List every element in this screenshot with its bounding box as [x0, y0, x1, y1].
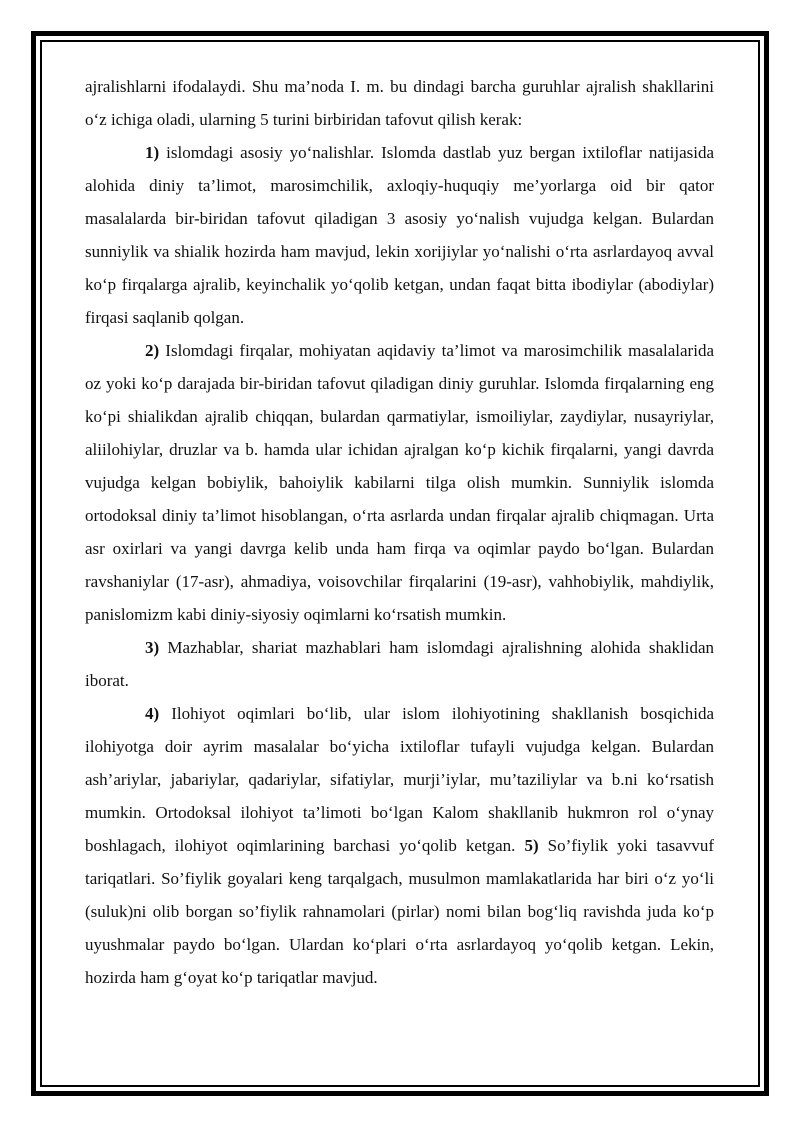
paragraph-3	[85, 631, 714, 697]
document-body	[85, 70, 714, 994]
paragraph-text: Ilohiyot oqimlari bo‘lib, ular islom ilohiyotining shakllanish bosqichida ilohiyotga doir ayrim masalalar bo‘yicha ixtiloflar tufayli vujudga kelgan. Bulardan ash’ariylar, jabariylar, qadariylar, sifatiylar, murji’iylar, mu’taziliylar va b.ni ko‘rsatish mumkin. Ortodoksal ilohiyot ta’limoti bo‘lgan Kalom shakllanib hukmron rol o‘ynay boshlagach, ilohiyot oqimlarining barchasi yo‘qolib ketgan.	[85, 704, 714, 855]
paragraph-intro	[85, 70, 714, 136]
paragraph-number: 3)	[145, 638, 160, 657]
paragraph-1	[85, 136, 714, 334]
paragraph-4	[85, 697, 714, 994]
paragraph-text: Mazhablar, shariat mazhablari ham islomdagi ajralishning alohida shaklidan iborat.	[85, 638, 714, 690]
paragraph-number: 1)	[145, 143, 160, 162]
paragraph-number: 5)	[524, 836, 539, 855]
paragraph-text: Islomdagi firqalar, mohiyatan aqidaviy ta’limot va marosimchilik masalalarida oz yoki ko‘p darajada bir-biridan tafovut qiladigan diniy guruhlar. Islomda firqalarning eng ko‘pi shialikdan ajralib chiqqan, bulardan qarmatiylar, ismoiliylar, zaydiylar, nusayriylar, aliilohiylar, druzlar va b. hamda ular ichidan ajralgan ko‘p kichik firqalarni, yangi davrda vujudga kelgan bobiylik, bahoiylik kabilarni tilga olish mumkin. Sunniylik islomda ortodoksal diniy ta’limot hisoblangan, o‘rta asrlarda undan firqalar ajralib chiqmagan. Urta asr oxirlari va yangi davrga kelib unda ham firqa va oqimlar paydo bo‘lgan. Bulardan ravshaniylar (17-asr), ahmadiya, voisovchilar firqalarini (19-asr), vahhobiylik, mahdiylik, panislomizm kabi diniy-siyosiy oqimlarni ko‘rsatish mumkin.	[85, 341, 714, 624]
paragraph-number: 2)	[145, 341, 160, 360]
paragraph-text: So’fiylik yoki tasavvuf tariqatlari. So’fiylik goyalari keng tarqalgach, musulmon mamlakatlarida har biri o‘z yo‘li (suluk)ni olib borgan so’fiylik rahnamolari (pirlar) nomi bilan bog‘liq ravishda juda ko‘p uyushmalar paydo bo‘lgan. Ulardan ko‘plari o‘rta asrlardayoq yo‘qolib ketgan. Lekin, hozirda ham g‘oyat ko‘p tariqatlar mavjud.	[85, 836, 715, 987]
paragraph-text: ajralishlarni ifodalaydi. Shu ma’noda I. m. bu dindagi barcha guruhlar ajralish shakllarini o‘z ichiga oladi, ularning 5 turini birbiridan tafovut qilish kerak:	[85, 77, 714, 129]
paragraph-text: islomdagi asosiy yo‘nalishlar. Islomda dastlab yuz bergan ixtiloflar natijasida alohida diniy ta’limot, marosimchilik, axloqiy-huquqiy me’yorlarga oid bir qator masalalarda bir-biridan tafovut qiladigan 3 asosiy yo‘nalish vujudga kelgan. Bulardan sunniylik va shialik hozirda ham mavjud, lekin xorijiylar yo‘nalishi o‘rta asrlardayoq avval ko‘p firqalarga ajralib, keyinchalik yo‘qolib ketgan, undan faqat bitta ibodiylar (abodiylar) firqasi saqlanib qolgan.	[85, 143, 714, 327]
paragraph-2	[85, 334, 714, 631]
paragraph-number: 4)	[145, 704, 160, 723]
